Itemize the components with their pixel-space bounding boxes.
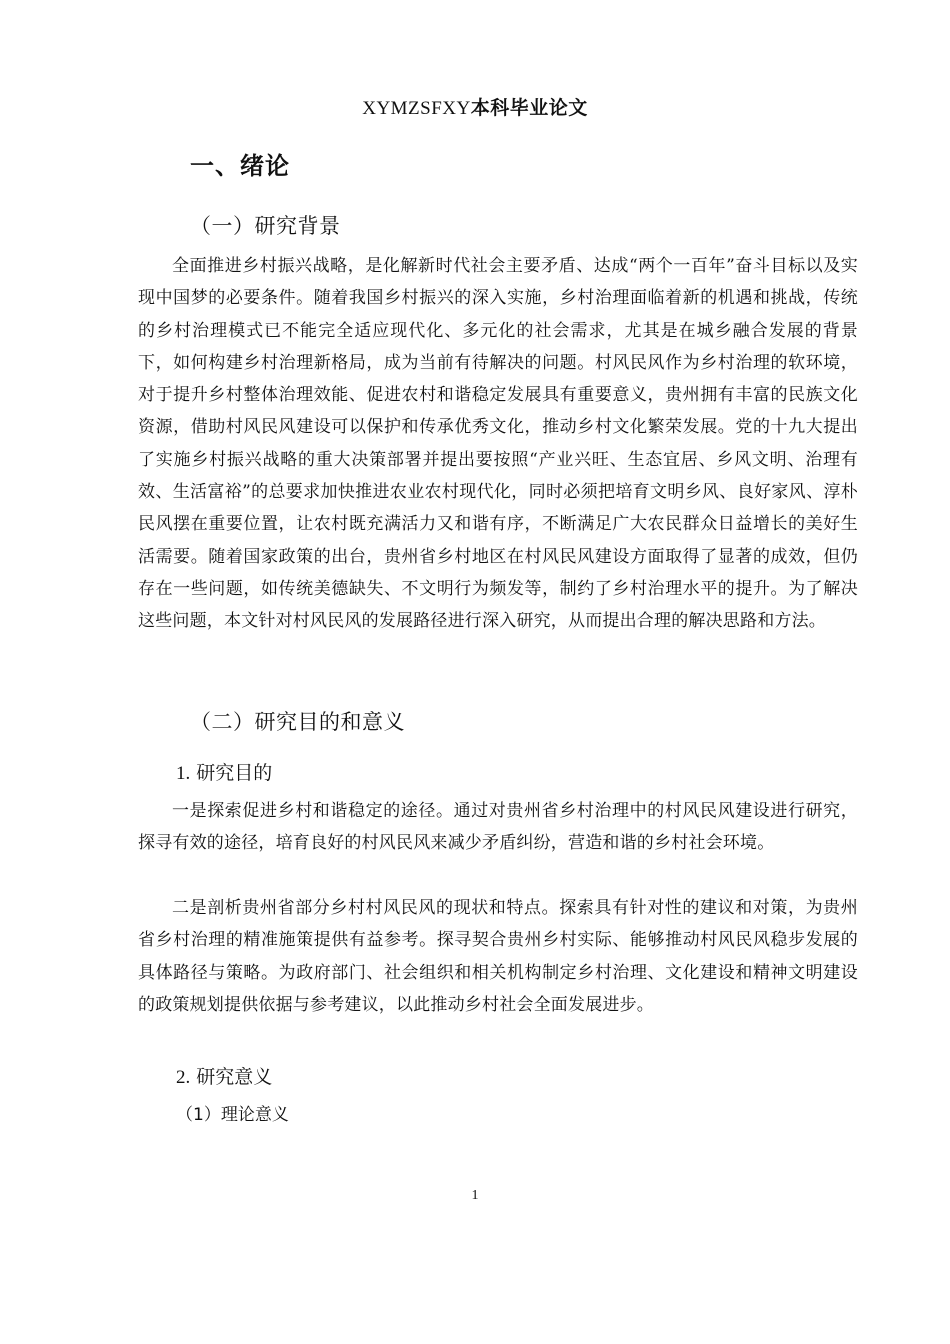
subsection-label: 研究意义 [196, 1066, 273, 1088]
header-title: 本科毕业论文 [470, 97, 588, 119]
section-title-background: （一）研究背景 [190, 214, 341, 238]
purpose-paragraph-1: 一是探索促进乡村和谐稳定的途径。通过对贵州省乡村治理中的村风民风建设进行研究，探寻有效的途径，培育良好的村风民风来减少矛盾纠纷，营造和谐的乡村社会环境。 [138, 801, 858, 854]
subsection-title-purpose [176, 758, 272, 785]
subsection-number: 2. [176, 1067, 191, 1088]
purpose-paragraph-2: 二是剖析贵州省部分乡村村风民风的现状和特点。探索具有针对性的建议和对策，为贵州省乡村治理的精准施策提供有益参考。探寻契合贵州乡村实际、能够推动村风民风稳步发展的具体路径与策略。为政府部门、社会组织和相关机构制定乡村治理、文化建设和精神文明建设的政策规划提供依据与参考建议，以此推动乡村社会全面发展进步。 [138, 898, 858, 1015]
subsection-number: 1. [176, 763, 191, 784]
subsubsection-title-theory: （1）理论意义 [176, 1105, 289, 1125]
header-code: XYMZSFXY [362, 98, 471, 119]
running-header [0, 93, 950, 120]
chapter-title: 一、绪论 [190, 152, 290, 180]
section-title-purpose-significance: （二）研究目的和意义 [190, 710, 405, 734]
background-paragraph: 全面推进乡村振兴战略，是化解新时代社会主要矛盾、达成“两个一百年”奋斗目标以及实现中国梦的必要条件。随着我国乡村振兴的深入实施，乡村治理面临着新的机遇和挑战，传统的乡村治理模式已不能完全适应现代化、多元化的社会需求，尤其是在城乡融合发展的背景下，如何构建乡村治理新格局，成为当前有待解决的问题。村风民风作为乡村治理的软环境，对于提升乡村整体治理效能、促进农村和谐稳定发展具有重要意义，贵州拥有丰富的民族文化资源，借助村风民风建设可以保护和传承优秀文化，推动乡村文化繁荣发展。党的十九大提出了实施乡村振兴战略的重大决策部署并提出要按照“产业兴旺、生态宜居、乡风文明、治理有效、生活富裕”的总要求加快推进农业农村现代化，同时必须把培育文明乡风、良好家风、淳朴民风摆在重要位置，让农村既充满活力又和谐有序，不断满足广大农民群众日益增长的美好生活需要。随着国家政策的出台，贵州省乡村地区在村风民风建设方面取得了显著的成效，但仍存在一些问题，如传统美德缺失、不文明行为频发等，制约了乡村治理水平的提升。为了解决这些问题，本文针对村风民风的发展路径进行深入研究，从而提出合理的解决思路和方法。 [138, 256, 858, 632]
page-number: 1 [471, 1188, 479, 1203]
subsection-label: 研究目的 [196, 762, 273, 784]
subsection-title-significance [176, 1062, 272, 1089]
